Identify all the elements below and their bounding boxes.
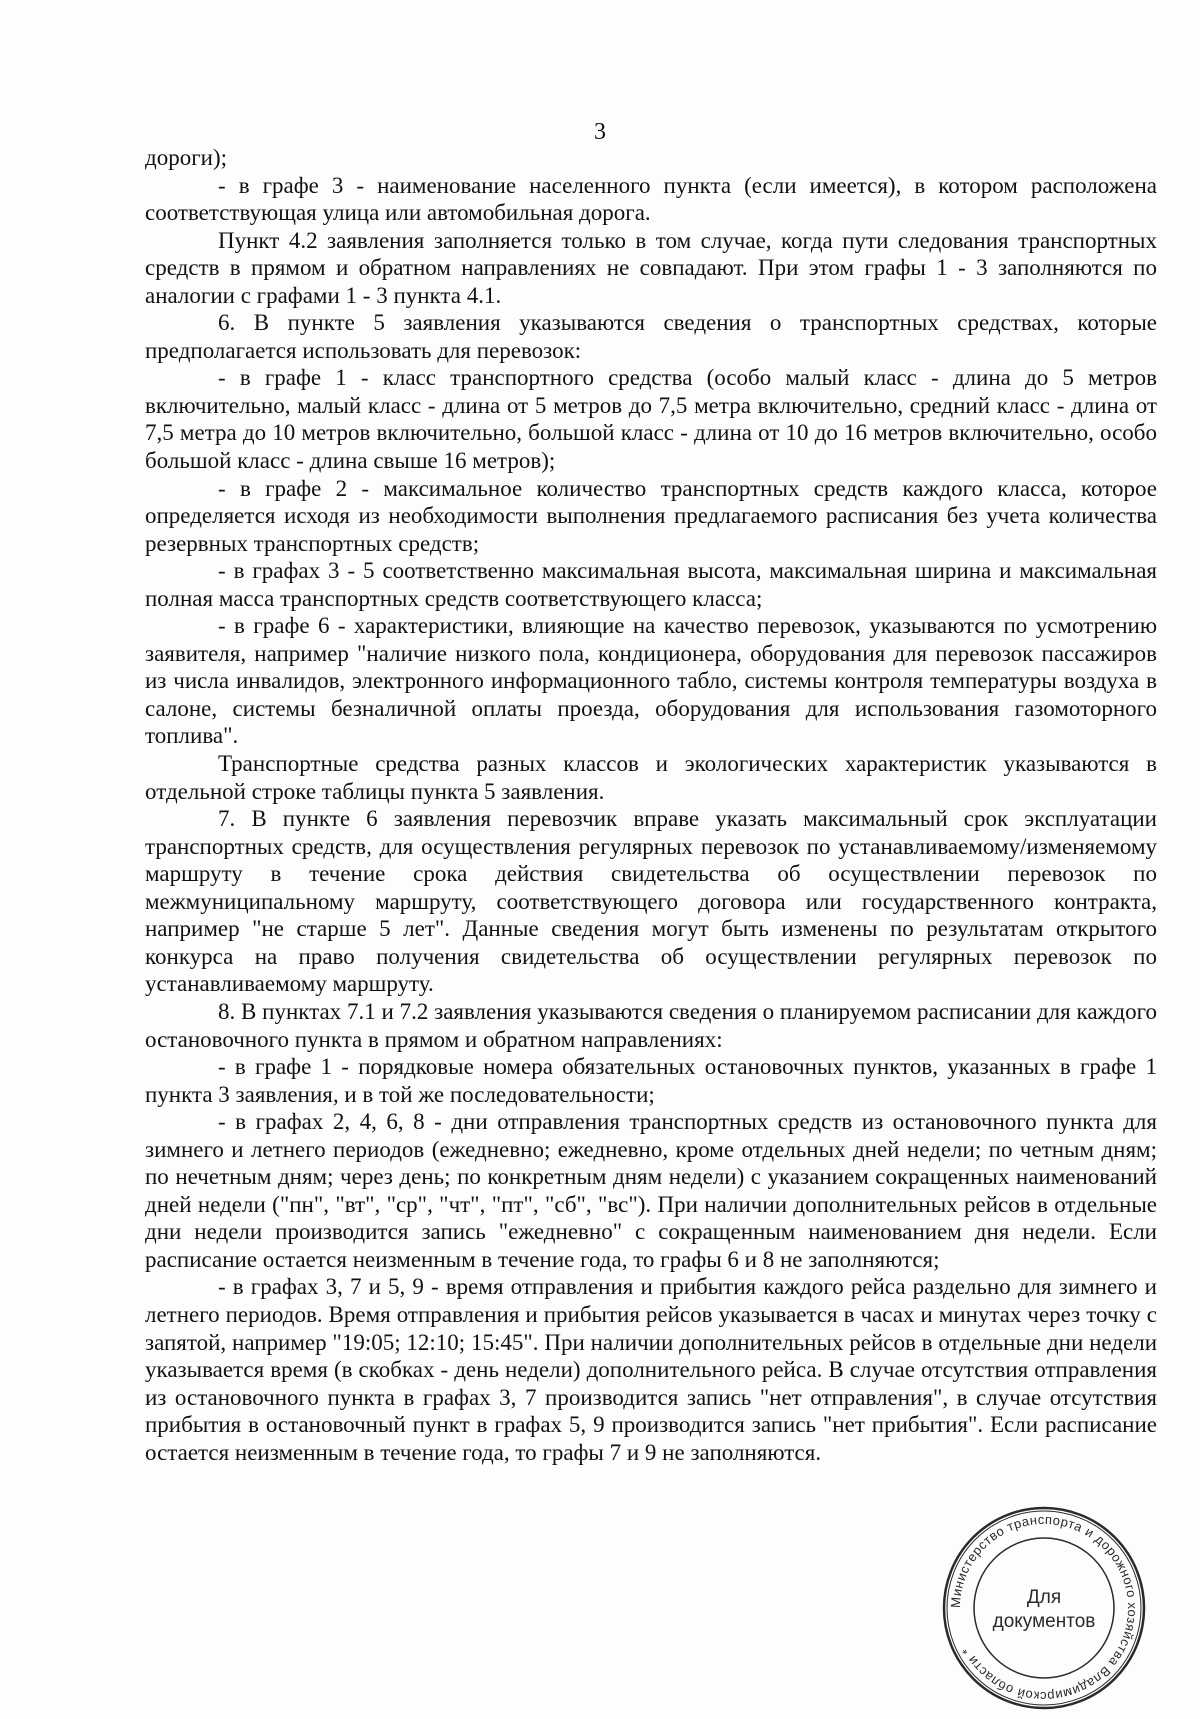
stamp-center-line-2: документов <box>992 1611 1096 1632</box>
paragraph: 6. В пункте 5 заявления указываются сведения о транспортных средствах, которые предполагается использовать для перевозок: <box>145 310 1157 363</box>
page-number: 3 <box>594 119 606 145</box>
paragraph: - в графе 6 - характеристики, влияющие на качество перевозок, указываются по усмотрению заявителя, например "наличие низкого пола, кондиционера, оборудования для перевозок пассажиров из числа инвалидов, электронного информационного табло, системы контроля температуры воздуха в салоне, системы безналичной оплаты проезда, оборудования для использования газомоторного топлива". <box>145 613 1157 749</box>
paragraph: - в графах 3, 7 и 5, 9 - время отправления и прибытия каждого рейса раздельно для зимнего и летнего периодов. Время отправления и прибытия рейсов указывается в часах и минутах через точку с запятой, например "19:05; 12:10; 15:45". При наличии дополнительных рейсов в отдельные дни недели указывается время (в скобках - день недели) дополнительного рейса. В случае отсутствия отправления из остановочного пункта в графах 3, 7 производится запись "нет отправления", в случае отсутствия прибытия в остановочный пункт в графах 5, 9 производится запись "нет прибытия". Если расписание остается неизменным в течение года, то графы 7 и 9 не заполняются. <box>145 1274 1157 1465</box>
stamp-ring-text: Министерство транспорта и дорожного хозяйства Владимирской области * <box>947 1511 1141 1705</box>
document-body <box>145 144 1157 1466</box>
paragraph: - в графе 3 - наименование населенного пункта (если имеется), в котором расположена соответствующая улица или автомобильная дорога. <box>145 172 1157 226</box>
paragraph: - в графах 2, 4, 6, 8 - дни отправления транспортных средств из остановочного пункта для зимнего и летнего периодов (ежедневно; ежедневно, кроме отдельных дней недели; по четным дням; по нечетным дням; через день; по конкретным дням недели) с указанием сокращенных наименований дней недели ("пн", "вт", "ср", "чт", "пт", "сб", "вс"). При наличии дополнительных рейсов в отдельные дни недели производится запись "ежедневно" с сокращенным наименованием дня недели. Если расписание остается неизменным в течение года, то графы 6 и 8 не заполняются; <box>145 1109 1157 1272</box>
paragraph: - в графах 3 - 5 соответственно максимальная высота, максимальная ширина и максимальная полная масса транспортных средств соответствующего класса; <box>145 558 1157 611</box>
paragraph: 8. В пунктах 7.1 и 7.2 заявления указываются сведения о планируемом расписании для каждого остановочного пункта в прямом и обратном направлениях: <box>145 998 1157 1052</box>
paragraph: - в графе 2 - максимальное количество транспортных средств каждого класса, которое определяется исходя из необходимости выполнения предлагаемого расписания без учета количества резервных транспортных средств; <box>145 475 1157 556</box>
paragraph: - в графе 1 - класс транспортного средства (особо малый класс - длина до 5 метров включительно, малый класс - длина от 5 метров до 7,5 метра включительно, средний класс - длина от 7,5 метра до 10 метров включительно, большой класс - длина от 10 до 16 метров включительно, особо большой класс - длина свыше 16 метров); <box>145 365 1157 474</box>
paragraph: дороги); <box>145 145 227 170</box>
stamp-center-line-1: Для <box>1026 1587 1062 1608</box>
paragraph: - в графе 1 - порядковые номера обязательных остановочных пунктов, указанных в графе 1 пункта 3 заявления, и в той же последовательности; <box>145 1054 1157 1107</box>
official-stamp <box>924 1503 1164 1713</box>
paragraph: 7. В пункте 6 заявления перевозчик вправе указать максимальный срок эксплуатации транспортных средств, для осуществления регулярных перевозок по устанавливаемому/изменяемому маршруту в течение срока действия свидетельства об осуществлении перевозок по межмуниципальному маршруту, соответствующего договора или государственного контракта, например "не старше 5 лет". Данные сведения могут быть изменены по результатам открытого конкурса на право получения свидетельства об осуществлении регулярных перевозок по устанавливаемому маршруту. <box>145 806 1157 997</box>
paragraph: Транспортные средства разных классов и экологических характеристик указываются в отдельной строке таблицы пункта 5 заявления. <box>145 751 1157 804</box>
paragraph: Пункт 4.2 заявления заполняется только в том случае, когда пути следования транспортных средств в прямом и обратном направлениях не совпадают. При этом графы 1 - 3 заполняются по аналогии с графами 1 - 3 пункта 4.1. <box>145 227 1157 308</box>
